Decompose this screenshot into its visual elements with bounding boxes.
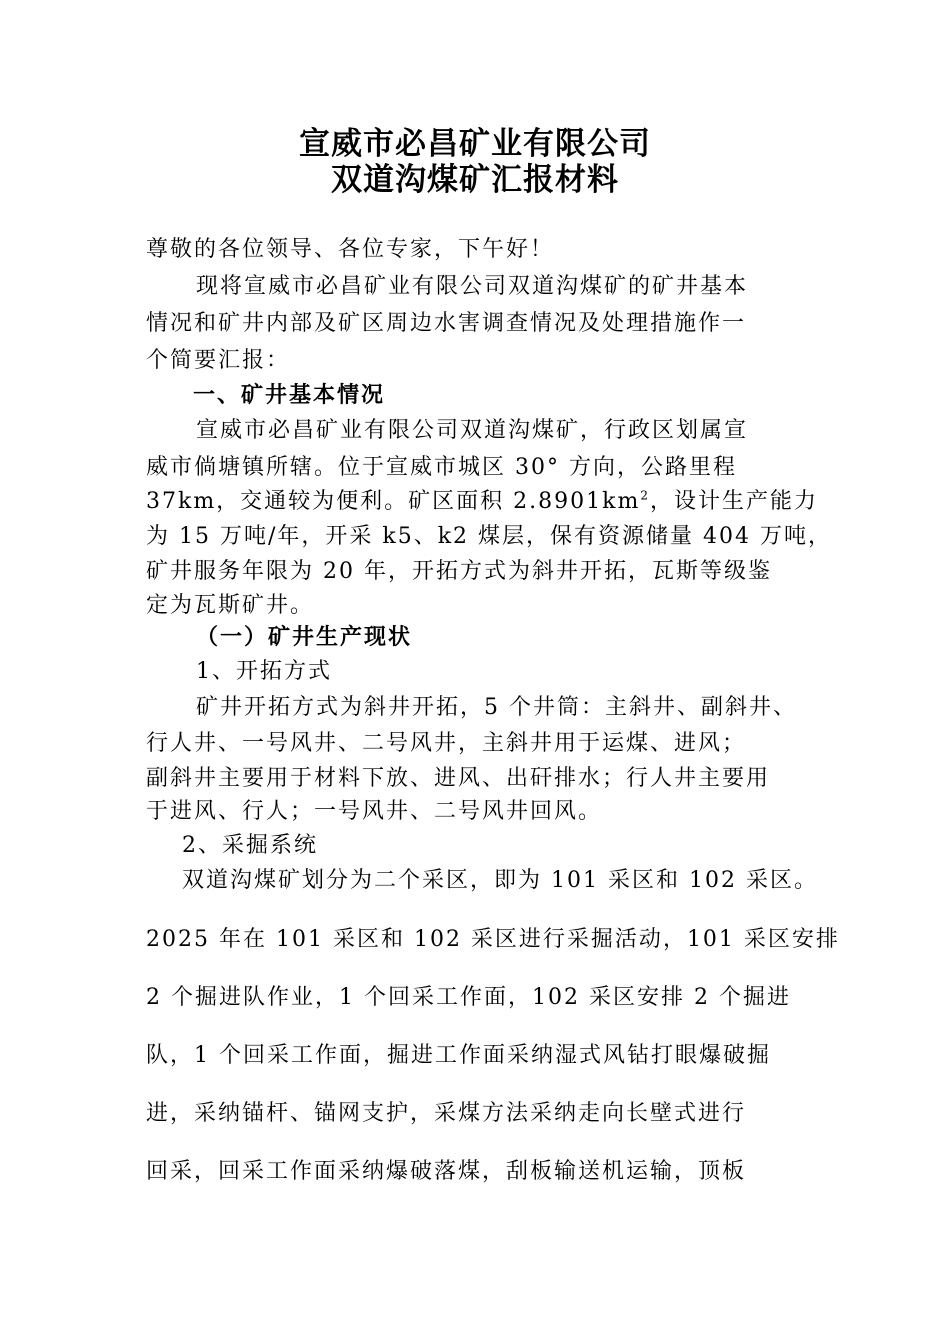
item2-para-line-1: 双道沟煤矿划分为二个采区，即为 101 采区和 102 采区。 bbox=[182, 868, 818, 893]
section-para-line-6: 定为瓦斯矿井。 bbox=[146, 593, 315, 618]
intro-line-3: 个简要汇报： bbox=[146, 348, 291, 373]
intro-line-2: 情况和矿井内部及矿区周边水害调查情况及处理措施作一 bbox=[146, 311, 747, 336]
area-text: 37km，交通较为便利。矿区面积 2.8901km bbox=[146, 489, 641, 514]
document-title-line-1: 宣威市必昌矿业有限公司 bbox=[299, 126, 651, 162]
item2-heading: 2、采掘系统 bbox=[182, 833, 318, 858]
section-para-line-2: 威市倘塘镇所辖。位于宣威市城区 30° 方向，公路里程 bbox=[146, 455, 737, 480]
item2-para-line-3: 2 个掘进队作业，1 个回采工作面，102 采区安排 2 个掘进 bbox=[146, 985, 791, 1010]
item1-para-line-4: 于进风、行人；一号风井、二号风井回风。 bbox=[146, 799, 603, 824]
greeting: 尊敬的各位领导、各位专家，下午好！ bbox=[146, 237, 555, 262]
intro-line-1: 现将宣威市必昌矿业有限公司双道沟煤矿的矿井基本 bbox=[196, 274, 749, 299]
item1-para-line-2: 行人井、一号风井、二号风井，主斜井用于运煤、进风； bbox=[146, 731, 747, 756]
section-para-line-3 bbox=[146, 488, 818, 516]
subsection-heading: （一）矿井生产现状 bbox=[196, 625, 413, 650]
document-title-line-2: 双道沟煤矿汇报材料 bbox=[331, 162, 619, 198]
item2-para-line-5: 进，采纳锚杆、锚网支护，采煤方法采纳走向长壁式进行 bbox=[146, 1101, 747, 1126]
section-para-line-5: 矿井服务年限为 20 年，开拓方式为斜井开拓，瓦斯等级鉴 bbox=[146, 559, 772, 584]
item1-para-line-1: 矿井开拓方式为斜井开拓，5 个井筒：主斜井、副斜井、 bbox=[196, 695, 797, 720]
item1-para-line-3: 副斜井主要用于材料下放、进风、出矸排水；行人井主要用 bbox=[146, 766, 771, 791]
item2-para-line-2: 2025 年在 101 采区和 102 采区进行采掘活动，101 采区安排 bbox=[146, 927, 840, 952]
capacity-text: ，设计生产能力 bbox=[650, 489, 819, 514]
section-para-line-1: 宣威市必昌矿业有限公司双道沟煤矿，行政区划属宣 bbox=[196, 418, 749, 443]
section-heading: 一、矿井基本情况 bbox=[193, 383, 386, 408]
item1-heading: 1、开拓方式 bbox=[196, 659, 332, 684]
area-superscript: 2 bbox=[640, 488, 650, 503]
item2-para-line-4: 队，1 个回采工作面，掘进工作面采纳湿式风钻打眼爆破掘 bbox=[146, 1043, 771, 1068]
item2-para-line-6: 回采，回采工作面采纳爆破落煤，刮板输送机运输，顶板 bbox=[146, 1159, 747, 1184]
section-para-line-4: 为 15 万吨/年，开采 k5、k2 煤层，保有资源储量 404 万吨， bbox=[146, 524, 833, 549]
